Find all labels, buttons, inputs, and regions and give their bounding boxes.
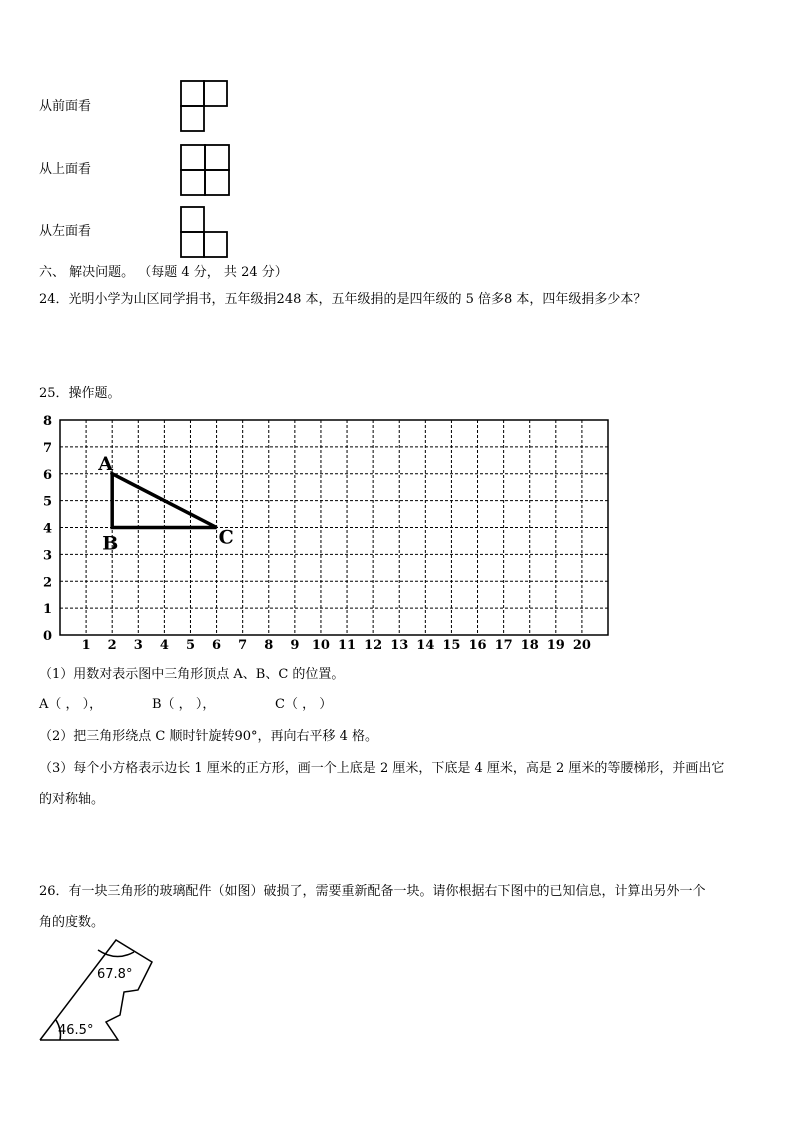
x-tick-label: 11 [338, 638, 357, 653]
question-24: 24．光明小学为山区同学捐书，五年级捐248 本，五年级捐的是四年级的 5 倍多8 本，四年级捐多少本？ [39, 292, 647, 307]
top-view-figure [181, 145, 229, 195]
x-tick-label: 17 [494, 638, 513, 653]
y-tick-label: 3 [43, 548, 53, 564]
x-tick-label: 14 [416, 638, 435, 653]
x-tick-label: 18 [520, 638, 539, 653]
front-view-figure [181, 81, 227, 131]
x-tick-label: 10 [311, 638, 330, 653]
x-tick-label: 5 [185, 638, 195, 653]
y-tick-label: 1 [43, 602, 53, 618]
view-top-label: 从上面看 [39, 162, 92, 177]
x-tick-label: 3 [133, 638, 143, 653]
broken-glass-triangle [40, 940, 152, 1040]
y-tick-label: 7 [43, 440, 53, 456]
answer-b-blank: B（ ， ）， [152, 697, 216, 712]
y-tick-label: 5 [43, 494, 53, 510]
y-tick-label: 6 [43, 467, 53, 483]
x-tick-label: 19 [546, 638, 565, 653]
y-tick-label: 2 [43, 575, 53, 591]
x-tick-label: 9 [290, 638, 300, 653]
question-25-sub2: （2）把三角形绕点 C 顺时针旋转90°，再向右平移 4 格。 [39, 729, 379, 744]
x-tick-label: 4 [159, 638, 169, 653]
view-left-label: 从左面看 [39, 224, 92, 239]
answer-c-blank: C（ ， ） [275, 697, 333, 712]
vertex-label-c: C [218, 526, 234, 549]
x-tick-label: 1 [81, 638, 91, 653]
y-tick-label: 0 [43, 629, 53, 644]
angle-left-label: 46.5° [58, 1023, 94, 1038]
x-tick-label: 16 [468, 638, 487, 653]
answer-a-blank: A（ ， ）， [39, 697, 103, 712]
x-tick-label: 12 [364, 638, 383, 653]
x-tick-label: 15 [442, 638, 461, 653]
y-tick-label: 8 [43, 414, 53, 429]
x-tick-label: 8 [264, 638, 274, 653]
question-26-line1: 26．有一块三角形的玻璃配件（如图）破损了，需要重新配备一块。请你根据右下图中的已知信息，计算出另外一个 [39, 884, 706, 899]
x-tick-label: 20 [572, 638, 591, 653]
y-tick-label: 4 [43, 521, 53, 537]
x-tick-label: 2 [107, 638, 117, 653]
vertex-labels [97, 453, 234, 555]
view-front-label: 从前面看 [39, 99, 92, 114]
section-heading: 六、 解决问题。 （每题 4 分， 共 24 分） [39, 265, 288, 280]
x-tick-label: 13 [390, 638, 409, 653]
y-axis-ticks [43, 414, 52, 644]
angle-top-label: 67.8° [97, 967, 133, 982]
left-view-figure [181, 207, 227, 257]
x-axis-ticks [82, 638, 591, 653]
question-26-line2: 角的度数。 [39, 915, 105, 930]
x-tick-label: 7 [238, 638, 248, 653]
question-25-title: 25．操作题。 [39, 386, 121, 401]
vertex-label-b: B [102, 532, 119, 555]
question-25-sub1: （1）用数对表示图中三角形顶点 A、B、C 的位置。 [39, 667, 345, 682]
x-tick-label: 6 [212, 638, 222, 653]
question-25-sub3-line2: 的对称轴。 [39, 792, 105, 807]
vertex-label-a: A [98, 452, 113, 475]
question-25-sub3-line1: （3）每个小方格表示边长 1 厘米的正方形，画一个上底是 2 厘米，下底是 4 厘米，高是 2 厘米的等腰梯形，并画出它 [39, 761, 725, 776]
